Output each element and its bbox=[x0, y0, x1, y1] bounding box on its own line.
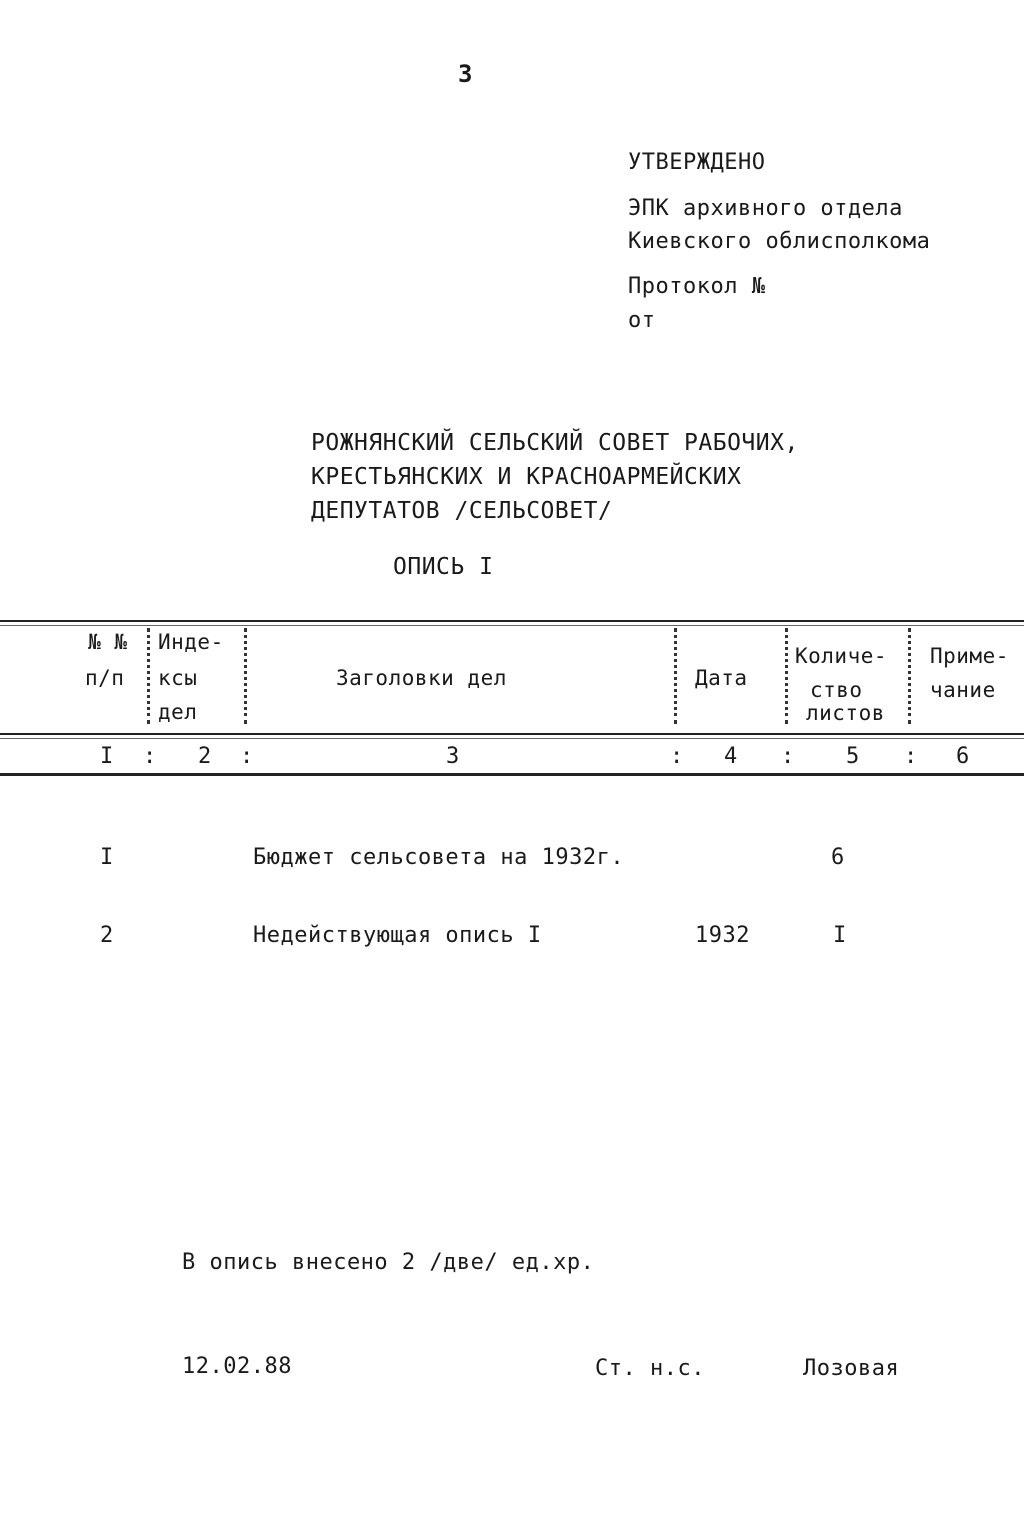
column-number-6: 6 bbox=[956, 744, 970, 769]
header-title: Заголовки дел bbox=[336, 666, 507, 690]
row-1-sheets: 6 bbox=[831, 845, 845, 870]
items-total: В опись внесено 2 /две/ ед.хр. bbox=[182, 1250, 595, 1275]
header-note-line-2: чание bbox=[930, 678, 996, 702]
column-number-separator: : bbox=[904, 744, 918, 769]
column-number-separator: : bbox=[781, 744, 795, 769]
header-bottom-rule bbox=[0, 733, 1024, 735]
fund-title-line-2: КРЕСТЬЯНСКИХ И КРАСНОАРМЕЙСКИХ bbox=[311, 464, 742, 490]
column-number-4: 4 bbox=[724, 744, 738, 769]
inventory-title: ОПИСЬ I bbox=[393, 554, 494, 580]
protocol-label: Протокол № bbox=[628, 274, 766, 299]
page-number: 3 bbox=[458, 60, 473, 88]
header-sheets-line-1: Количе- bbox=[795, 644, 888, 668]
column-numbers-bottom-rule bbox=[0, 773, 1024, 776]
fund-title-line-1: РОЖНЯНСКИЙ СЕЛЬСКИЙ СОВЕТ РАБОЧИХ, bbox=[311, 430, 799, 456]
header-num-line-1: № № bbox=[88, 630, 128, 654]
row-2-title: Недействующая опись I bbox=[253, 923, 542, 948]
header-index-line-3: дел bbox=[158, 700, 198, 724]
compiled-date: 12.02.88 bbox=[182, 1354, 292, 1379]
approval-line-2: Киевского облисполкома bbox=[628, 229, 931, 254]
header-bottom-rule-thin bbox=[0, 738, 1024, 739]
header-separator-5 bbox=[908, 628, 911, 724]
row-1-title: Бюджет сельсовета на 1932г. bbox=[253, 845, 625, 870]
column-number-separator: : bbox=[240, 744, 254, 769]
header-date: Дата bbox=[695, 666, 748, 690]
signatory-name: Лозовая bbox=[803, 1356, 900, 1381]
signatory-position: Ст. н.с. bbox=[595, 1356, 705, 1381]
header-separator-3 bbox=[674, 628, 677, 724]
header-separator-1 bbox=[147, 628, 150, 724]
header-note-line-1: Приме- bbox=[930, 644, 1009, 668]
header-sheets-line-3: листов bbox=[806, 701, 885, 725]
header-separator-2 bbox=[244, 628, 247, 724]
column-number-1: I bbox=[100, 744, 114, 769]
column-number-separator: : bbox=[670, 744, 684, 769]
approval-line-1: ЭПК архивного отдела bbox=[628, 196, 903, 221]
row-1-num: I bbox=[100, 845, 114, 870]
approval-stamp: УТВЕРЖДЕНО bbox=[628, 150, 766, 175]
header-num-line-2: п/п bbox=[85, 666, 125, 690]
header-separator-4 bbox=[785, 628, 788, 724]
column-number-5: 5 bbox=[846, 744, 860, 769]
header-index-line-1: Инде- bbox=[158, 630, 224, 654]
table-top-rule-thin bbox=[0, 625, 1024, 626]
table-top-rule bbox=[0, 620, 1024, 622]
row-2-num: 2 bbox=[100, 923, 114, 948]
column-number-3: 3 bbox=[446, 744, 460, 769]
row-2-date: 1932 bbox=[695, 923, 750, 948]
header-sheets-line-2: ство bbox=[810, 678, 863, 702]
protocol-date-label: от bbox=[628, 308, 656, 333]
column-number-separator: : bbox=[143, 744, 157, 769]
header-index-line-2: ксы bbox=[158, 666, 198, 690]
column-number-2: 2 bbox=[198, 744, 212, 769]
fund-title-line-3: ДЕПУТАТОВ /СЕЛЬСОВЕТ/ bbox=[311, 498, 613, 524]
row-2-sheets: I bbox=[833, 923, 847, 948]
